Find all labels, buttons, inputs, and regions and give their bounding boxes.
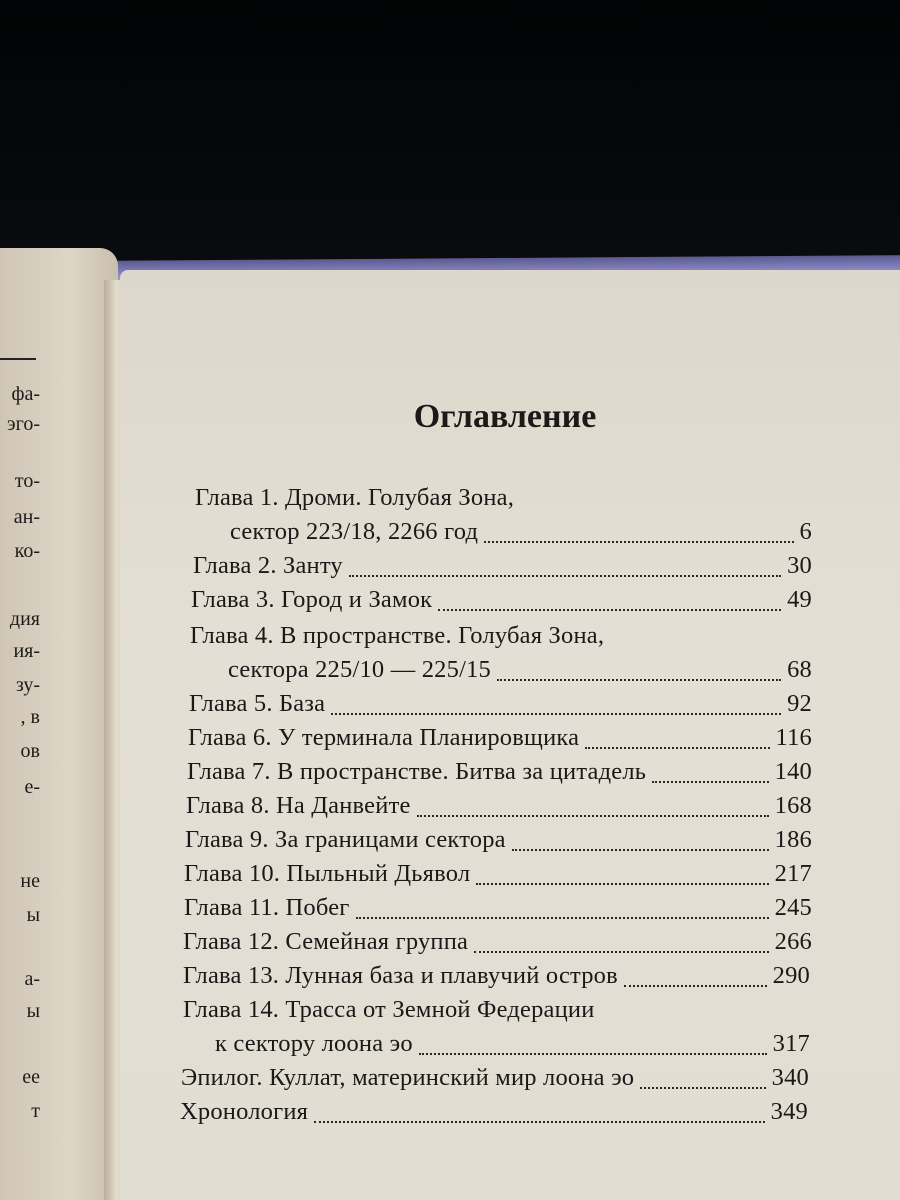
toc-entry-page-number: 168 [774, 792, 812, 819]
toc-dot-leader [512, 849, 769, 851]
toc-dot-leader [438, 609, 781, 611]
left-page-rule [0, 358, 36, 360]
toc-entry-title: Глава 14. Трасса от Земной Федерации [183, 996, 595, 1023]
toc-entry [0, 1098, 900, 1132]
toc-entry-page-number: 290 [772, 962, 810, 989]
left-page-text-fragment: зу- [15, 674, 40, 696]
toc-entry-page-number: 317 [772, 1030, 810, 1057]
toc-entry-title: Эпилог. Куллат, материнский мир лоона эо [181, 1064, 635, 1091]
toc-entry [0, 484, 900, 518]
toc-entry-title: Глава 9. За границами сектора [185, 826, 506, 853]
left-page-text-fragment: , в [20, 706, 40, 728]
toc-dot-leader [349, 575, 781, 577]
toc-entry [0, 758, 900, 792]
toc-entry [0, 1064, 900, 1098]
toc-dot-leader [484, 541, 793, 543]
toc-entry [0, 792, 900, 826]
toc-entry-title: Глава 6. У терминала Планировщика [188, 724, 580, 751]
toc-entry-page-number: 6 [799, 518, 812, 545]
toc-entry-page-number: 49 [787, 586, 812, 613]
toc-title: Оглавление [413, 398, 597, 435]
toc-entry-page-number: 30 [787, 552, 812, 579]
toc-entry-title: Глава 3. Город и Замок [191, 586, 433, 613]
toc-entry-title: Глава 1. Дроми. Голубая Зона, [195, 484, 515, 511]
toc-entry [0, 1030, 900, 1064]
toc-dot-leader [314, 1121, 765, 1123]
toc-dot-leader [640, 1087, 765, 1089]
toc-entry-title: сектора 225/10 — 225/15 [228, 656, 491, 683]
toc-dot-leader [585, 747, 769, 749]
dark-background [0, 0, 900, 300]
toc-dot-leader [652, 781, 768, 783]
toc-entry-page-number: 245 [774, 894, 812, 921]
left-page-text-fragment: фа- [11, 383, 40, 405]
toc-entry [0, 690, 900, 724]
toc-entry [0, 826, 900, 860]
toc-entry-page-number: 217 [774, 860, 812, 887]
toc-entry-title: к сектору лоона эо [215, 1030, 413, 1057]
toc-entry-title: Хронология [180, 1098, 309, 1125]
left-page-text-fragment: т [31, 1100, 40, 1122]
toc-entry-title: Глава 8. На Данвейте [186, 792, 411, 819]
toc-entry-page-number: 266 [774, 928, 812, 955]
toc-entry-page-number: 92 [787, 690, 812, 717]
left-page-text-fragment: а- [24, 968, 40, 990]
toc-entry-title: Глава 13. Лунная база и плавучий остров [183, 962, 618, 989]
toc-dot-leader [497, 679, 781, 681]
toc-entry [0, 656, 900, 690]
left-page-text-fragment: дия [9, 608, 40, 630]
left-page-text-fragment: е- [24, 776, 40, 798]
toc-entry-title: Глава 10. Пыльный Дьявол [184, 860, 471, 887]
toc-entry-title: Глава 2. Занту [193, 552, 343, 579]
toc-entry-page-number: 340 [771, 1064, 809, 1091]
toc-dot-leader [624, 985, 767, 987]
toc-entry-page-number: 349 [770, 1098, 808, 1125]
left-page-text-fragment: не [20, 870, 40, 892]
toc-entry [0, 586, 900, 620]
toc-dot-leader [356, 917, 769, 919]
toc-entry-title: Глава 5. База [189, 690, 326, 717]
left-page-text-fragment: ан- [13, 506, 40, 528]
toc-entry-title: Глава 12. Семейная группа [183, 928, 469, 955]
toc-entry-title: Глава 7. В пространстве. Битва за цитадель [187, 758, 647, 785]
left-page-text-fragment: ов [20, 740, 40, 762]
toc-entry [0, 962, 900, 996]
toc-entry-page-number: 186 [774, 826, 812, 853]
toc-entry [0, 724, 900, 758]
toc-entry-page-number: 140 [774, 758, 812, 785]
toc-entry [0, 928, 900, 962]
toc-dot-leader [476, 883, 768, 885]
toc-entry-title: сектор 223/18, 2266 год [230, 518, 479, 545]
toc-entry [0, 860, 900, 894]
left-page-text-fragment: ы [26, 1000, 40, 1022]
toc-dot-leader [417, 815, 769, 817]
toc-entry-page-number: 68 [787, 656, 812, 683]
toc-dot-leader [419, 1053, 767, 1055]
left-page-text-fragment: ко- [14, 540, 40, 562]
toc-entry-title: Глава 11. Побег [184, 894, 350, 921]
toc-entry-page-number: 116 [775, 724, 812, 751]
toc-entry [0, 996, 900, 1030]
left-page-text-fragment: ы [26, 904, 40, 926]
toc-entry [0, 622, 900, 656]
toc-entry [0, 894, 900, 928]
toc-entry-title: Глава 4. В пространстве. Голубая Зона, [190, 622, 605, 649]
toc-entry [0, 552, 900, 586]
toc-dot-leader [331, 713, 781, 715]
left-page-text-fragment: эго- [7, 413, 40, 435]
left-page-text-fragment: ее [22, 1066, 40, 1088]
left-page-text-fragment: ия- [13, 640, 40, 662]
left-page-text-fragment: то- [14, 470, 40, 492]
toc-dot-leader [474, 951, 769, 953]
toc-entry [0, 518, 900, 552]
